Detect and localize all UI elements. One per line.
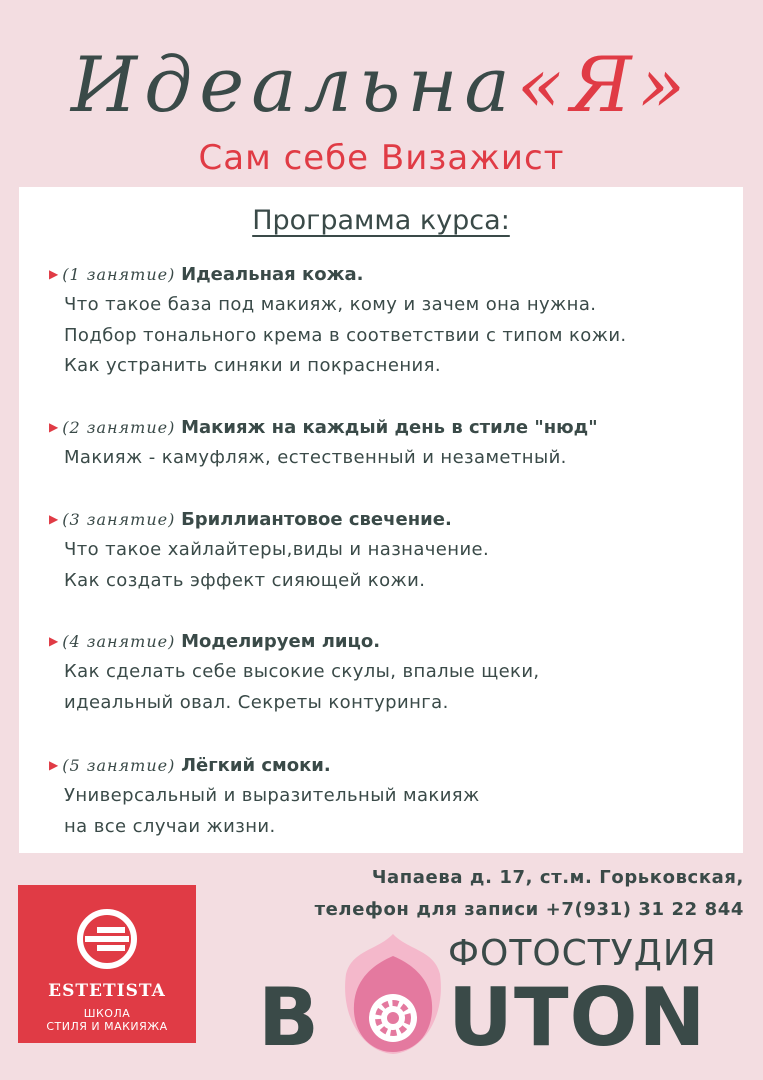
program-card	[19, 187, 743, 853]
phone-text: телефон для записи +7(931) 31 22 844	[314, 899, 744, 920]
estetista-logo-icon	[75, 907, 139, 971]
subtitle: Сам себе Визажист	[198, 138, 565, 178]
studio-logo	[258, 971, 748, 1064]
bullet-icon: ▶	[49, 758, 59, 772]
lesson-number: (3 занятие)	[62, 510, 176, 529]
lesson-line: на все случаи жизни.	[64, 815, 276, 837]
lesson-name: Бриллиантовое свечение.	[181, 509, 452, 530]
lesson-4	[49, 626, 739, 718]
lesson-line: Подбор тонального крема в соответствии с типом кожи.	[64, 324, 627, 346]
lesson-line: Что такое база под макияж, кому и зачем она нужна.	[64, 294, 597, 315]
lesson-1	[49, 259, 739, 382]
lesson-number: (2 занятие)	[62, 418, 176, 437]
lesson-3	[49, 504, 739, 596]
lesson-name: Лёгкий смоки.	[181, 755, 331, 776]
lesson-line: Макияж - камуфляж, естественный и незаметный.	[64, 447, 567, 468]
title-main: Идеальна	[70, 40, 517, 129]
title-quote-close: »	[638, 40, 693, 129]
address-text: Чапаева д. 17, ст.м. Горьковская,	[371, 867, 744, 888]
program-title: Программа курса:	[252, 205, 510, 236]
school-name: ESTETISTA	[48, 981, 166, 1001]
title-quote-open: «	[516, 40, 571, 129]
bullet-icon: ▶	[49, 267, 59, 281]
page-title	[0, 30, 763, 140]
lesson-number: (1 занятие)	[62, 265, 176, 284]
lesson-name: Идеальная кожа.	[181, 264, 364, 285]
lesson-2	[49, 412, 739, 474]
bullet-icon: ▶	[49, 634, 59, 648]
lesson-name: Моделируем лицо.	[181, 631, 381, 652]
lesson-number: (4 занятие)	[62, 632, 176, 651]
studio-name-rest: UTON	[448, 971, 707, 1064]
bullet-icon: ▶	[49, 512, 59, 526]
lesson-5	[49, 750, 739, 842]
lesson-name: Макияж на каждый день в стиле "нюд"	[181, 417, 598, 438]
bullet-icon: ▶	[49, 420, 59, 434]
lesson-line: Как создать эффект сияющей кожи.	[64, 569, 426, 591]
studio-label: ФОТОСТУДИЯ	[448, 933, 717, 974]
rose-bud-icon	[338, 930, 448, 1060]
title-accent: Я	[570, 40, 639, 129]
lesson-number: (5 занятие)	[62, 756, 176, 775]
lesson-line: Как устранить синяки и покраснения.	[64, 355, 441, 376]
lesson-line: идеальный овал. Секреты контуринга.	[64, 691, 449, 713]
lesson-line: Что такое хайлайтеры,виды и назначение.	[64, 539, 490, 560]
contact-info	[315, 862, 744, 926]
school-tagline: ШКОЛА СТИЛЯ И МАКИЯЖА	[46, 1007, 168, 1033]
lesson-line: Универсальный и выразительный макияж	[64, 785, 480, 806]
school-logo	[18, 885, 196, 1043]
studio-name-start: B	[258, 971, 319, 1064]
lesson-line: Как сделать себе высокие скулы, впалые щеки,	[64, 661, 540, 682]
